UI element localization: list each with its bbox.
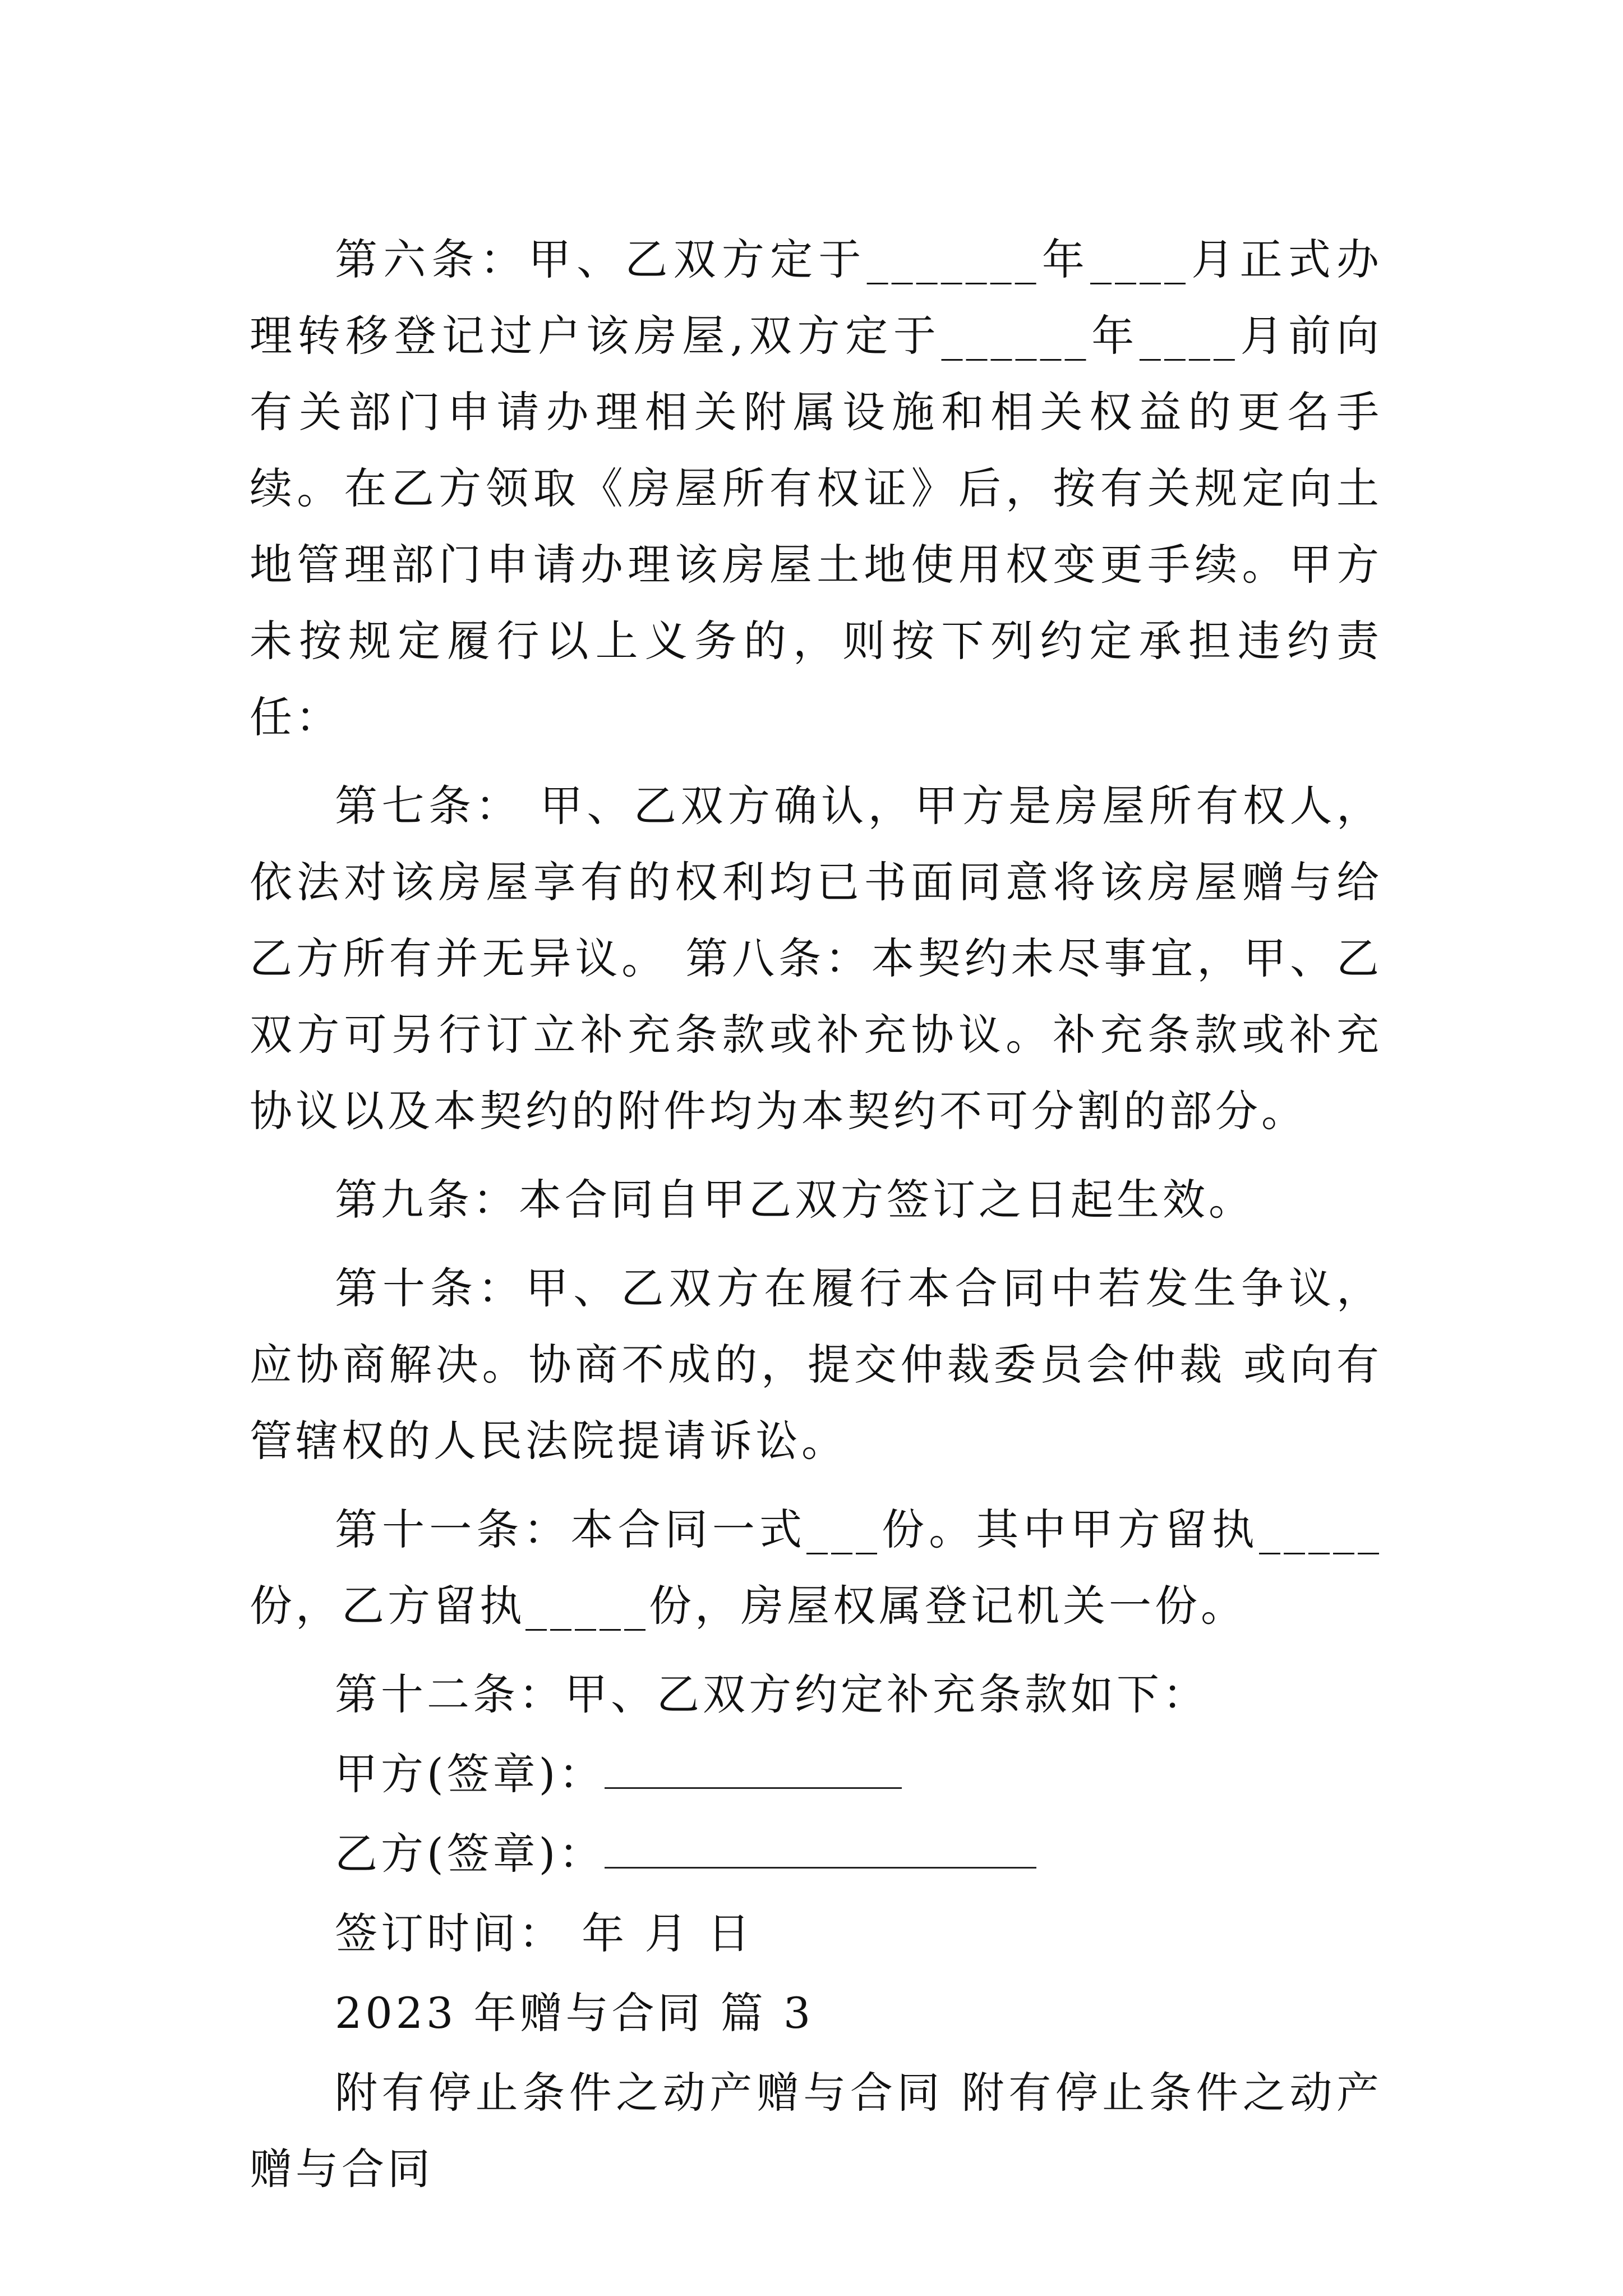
article-6: 第六条：甲、乙双方定于_______年____月正式办理转移登记过户该房屋,双方定于______年____月前向有关部门申请办理相关附属设施和相关权益的更名手续。在乙方领取《房屋所有权证》后，按有关规定向土地管理部门申请办理该房屋土地使用权变更手续。甲方未按规定履行以上义务的，则按下列约定承担违约责任： xyxy=(250,234,1382,742)
section-heading: 2023 年赠与合同 篇 3 xyxy=(335,1988,814,2038)
party-b-signature-line xyxy=(605,1832,1036,1869)
article-12: 第十二条：甲、乙双方约定补充条款如下： xyxy=(335,1669,1209,1719)
article-7-8: 第七条： 甲、乙双方确认，甲方是房屋所有权人，依法对该房屋享有的权利均已书面同意将该房屋赠与给乙方所有并无异议。 第八条：本契约未尽事宜，甲、乙双方可另行订立补充条款或补充协议。补充条款或补充协议以及本契约的附件均为本契约不可分割的部分。 xyxy=(250,781,1382,1136)
document-body xyxy=(250,222,1382,2220)
article-9: 第九条：本合同自甲乙双方签订之日起生效。 xyxy=(335,1175,1255,1225)
party-a-signature-label: 甲方(签章)： xyxy=(335,1749,605,1799)
article-10: 第十条：甲、乙双方在履行本合同中若发生争议，应协商解决。协商不成的，提交仲裁委员会仲裁 或向有管辖权的人民法院提请诉讼。 xyxy=(250,1263,1382,1466)
party-a-signature xyxy=(250,1736,1382,1812)
party-a-signature-line xyxy=(605,1752,902,1789)
sign-date: 签订时间： 年 月 日 xyxy=(335,1908,754,1958)
next-contract-title: 附有停止条件之动产赠与合同 附有停止条件之动产赠与合同 xyxy=(250,2068,1382,2194)
article-11: 第十一条：本合同一式___份。其中甲方留执_____份，乙方留执_____份，房屋权属登记机关一份。 xyxy=(250,1504,1382,1631)
party-b-signature-label: 乙方(签章)： xyxy=(335,1829,605,1879)
party-b-signature xyxy=(250,1816,1382,1892)
